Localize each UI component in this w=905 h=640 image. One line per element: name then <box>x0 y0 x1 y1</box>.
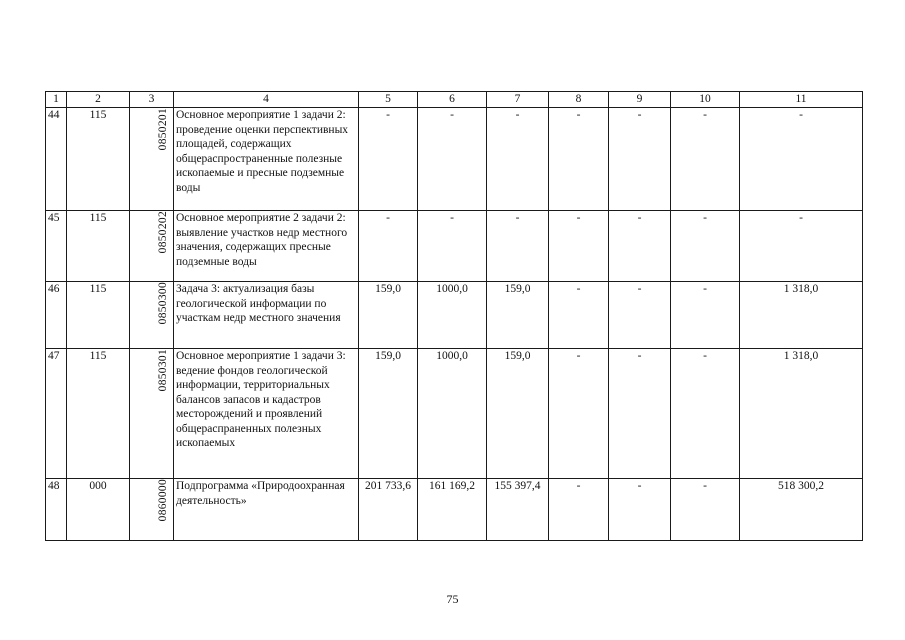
row-col8: - <box>549 108 609 211</box>
row-code-cell <box>130 211 174 282</box>
row-code-cell <box>130 108 174 211</box>
row-description: Задача 3: актуализация базы геологической информации по участкам недр местного значения <box>174 282 359 349</box>
row-description: Основное мероприятие 2 задачи 2: выявление участков недр местного значения, содержащих пресные подземные воды <box>174 211 359 282</box>
row-number: 46 <box>46 282 67 349</box>
header-cell: 2 <box>67 92 130 108</box>
row-col2: 115 <box>67 349 130 479</box>
row-code-cell <box>130 479 174 541</box>
row-col9: - <box>609 282 671 349</box>
row-col5: - <box>359 211 418 282</box>
row-col5: 201 733,6 <box>359 479 418 541</box>
page-number: 75 <box>446 592 459 606</box>
table-row <box>46 108 863 211</box>
row-col5: 159,0 <box>359 282 418 349</box>
row-code-cell <box>130 282 174 349</box>
row-description: Основное мероприятие 1 задачи 2: проведение оценки перспективных площадей, содержащих общераспространенные полезные ископаемые и пресные подземные воды <box>174 108 359 211</box>
row-col7: - <box>487 211 549 282</box>
row-col9: - <box>609 211 671 282</box>
row-description: Основное мероприятие 1 задачи 3: ведение фондов геологической информации, территориальных балансов запасов и кадастров месторождений и проявлений общераспраненных полезных ископаемых <box>174 349 359 479</box>
header-cell: 1 <box>46 92 67 108</box>
row-col6: 1000,0 <box>418 349 487 479</box>
row-col6: 161 169,2 <box>418 479 487 541</box>
row-col2: 115 <box>67 108 130 211</box>
table-row <box>46 282 863 349</box>
row-col5: - <box>359 108 418 211</box>
row-col7: - <box>487 108 549 211</box>
row-number: 45 <box>46 211 67 282</box>
row-col6: - <box>418 108 487 211</box>
row-code: 0860000 <box>156 479 169 522</box>
row-col8: - <box>549 349 609 479</box>
row-col10: - <box>671 349 740 479</box>
row-col11: - <box>740 108 863 211</box>
header-cell: 4 <box>174 92 359 108</box>
row-col11: - <box>740 211 863 282</box>
header-row <box>46 92 863 108</box>
header-cell: 11 <box>740 92 863 108</box>
table-row <box>46 349 863 479</box>
row-code: 0850201 <box>156 108 169 151</box>
table-row <box>46 211 863 282</box>
row-col2: 000 <box>67 479 130 541</box>
row-col11: 1 318,0 <box>740 349 863 479</box>
row-col9: - <box>609 108 671 211</box>
header-cell: 6 <box>418 92 487 108</box>
row-col7: 159,0 <box>487 349 549 479</box>
budget-table <box>45 91 863 541</box>
row-number: 48 <box>46 479 67 541</box>
row-col8: - <box>549 479 609 541</box>
header-cell: 7 <box>487 92 549 108</box>
row-col11: 518 300,2 <box>740 479 863 541</box>
header-cell: 5 <box>359 92 418 108</box>
row-code: 0850300 <box>156 282 169 325</box>
row-number: 44 <box>46 108 67 211</box>
row-col2: 115 <box>67 211 130 282</box>
header-cell: 8 <box>549 92 609 108</box>
row-col9: - <box>609 349 671 479</box>
table-row <box>46 479 863 541</box>
row-col9: - <box>609 479 671 541</box>
row-code: 0850301 <box>156 349 169 392</box>
row-col10: - <box>671 211 740 282</box>
row-col7: 155 397,4 <box>487 479 549 541</box>
header-cell: 10 <box>671 92 740 108</box>
header-cell: 3 <box>130 92 174 108</box>
row-col11: 1 318,0 <box>740 282 863 349</box>
row-description: Подпрограмма «Природоохранная деятельность» <box>174 479 359 541</box>
row-col10: - <box>671 479 740 541</box>
header-cell: 9 <box>609 92 671 108</box>
row-col10: - <box>671 108 740 211</box>
row-col8: - <box>549 282 609 349</box>
row-code: 0850202 <box>156 211 169 254</box>
row-code-cell <box>130 349 174 479</box>
row-col6: 1000,0 <box>418 282 487 349</box>
row-col8: - <box>549 211 609 282</box>
row-number: 47 <box>46 349 67 479</box>
row-col2: 115 <box>67 282 130 349</box>
row-col10: - <box>671 282 740 349</box>
row-col6: - <box>418 211 487 282</box>
row-col7: 159,0 <box>487 282 549 349</box>
row-col5: 159,0 <box>359 349 418 479</box>
